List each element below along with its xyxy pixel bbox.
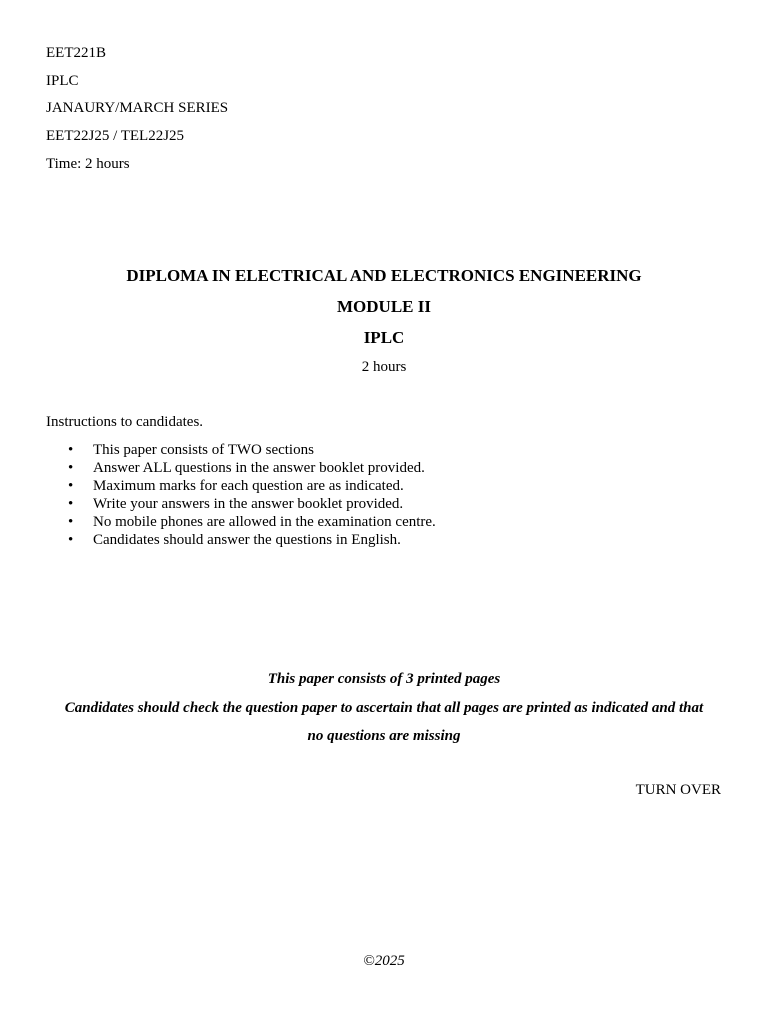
instructions-list: [46, 441, 436, 549]
duration-text: 2 hours: [361, 359, 407, 375]
exam-series: JANAURY/MARCH SERIES: [46, 100, 229, 116]
turn-over-label: TURN OVER: [635, 782, 721, 798]
list-item: [46, 531, 436, 549]
instruction-text: This paper consists of TWO sections: [93, 442, 314, 458]
printed-pages-notice: This paper consists of 3 printed pages: [267, 671, 501, 687]
instruction-text: Write your answers in the answer booklet provided.: [93, 496, 404, 512]
check-notice-line-2: no questions are missing: [307, 728, 461, 744]
subject-title: IPLC: [363, 328, 405, 347]
instruction-text: No mobile phones are allowed in the examination centre.: [93, 514, 436, 530]
list-item: [46, 441, 436, 459]
bullet-icon: •: [68, 478, 74, 494]
bullet-icon: •: [68, 532, 74, 548]
check-notice-line-1: Candidates should check the question paper to ascertain that all pages are printed as indicated and that: [64, 700, 704, 716]
bullet-icon: •: [68, 460, 74, 476]
copyright-footer: ©2025: [363, 953, 405, 969]
instruction-text: Maximum marks for each question are as indicated.: [93, 478, 404, 494]
list-item: [46, 459, 436, 477]
instruction-text: Candidates should answer the questions in English.: [93, 532, 401, 548]
list-item: [46, 477, 436, 495]
time-allowed: Time: 2 hours: [46, 156, 130, 172]
course-codes: EET22J25 / TEL22J25: [46, 128, 185, 144]
paper-code: EET221B: [46, 45, 106, 61]
module-title: MODULE II: [337, 297, 431, 316]
instructions-heading: Instructions to candidates.: [46, 414, 204, 430]
list-item: [46, 495, 436, 513]
bullet-icon: •: [68, 496, 74, 512]
subject-code: IPLC: [46, 73, 79, 89]
bullet-icon: •: [68, 514, 74, 530]
list-item: [46, 513, 436, 531]
instruction-text: Answer ALL questions in the answer booklet provided.: [93, 460, 425, 476]
bullet-icon: •: [68, 442, 74, 458]
diploma-title: DIPLOMA IN ELECTRICAL AND ELECTRONICS ENGINEERING: [126, 266, 642, 285]
